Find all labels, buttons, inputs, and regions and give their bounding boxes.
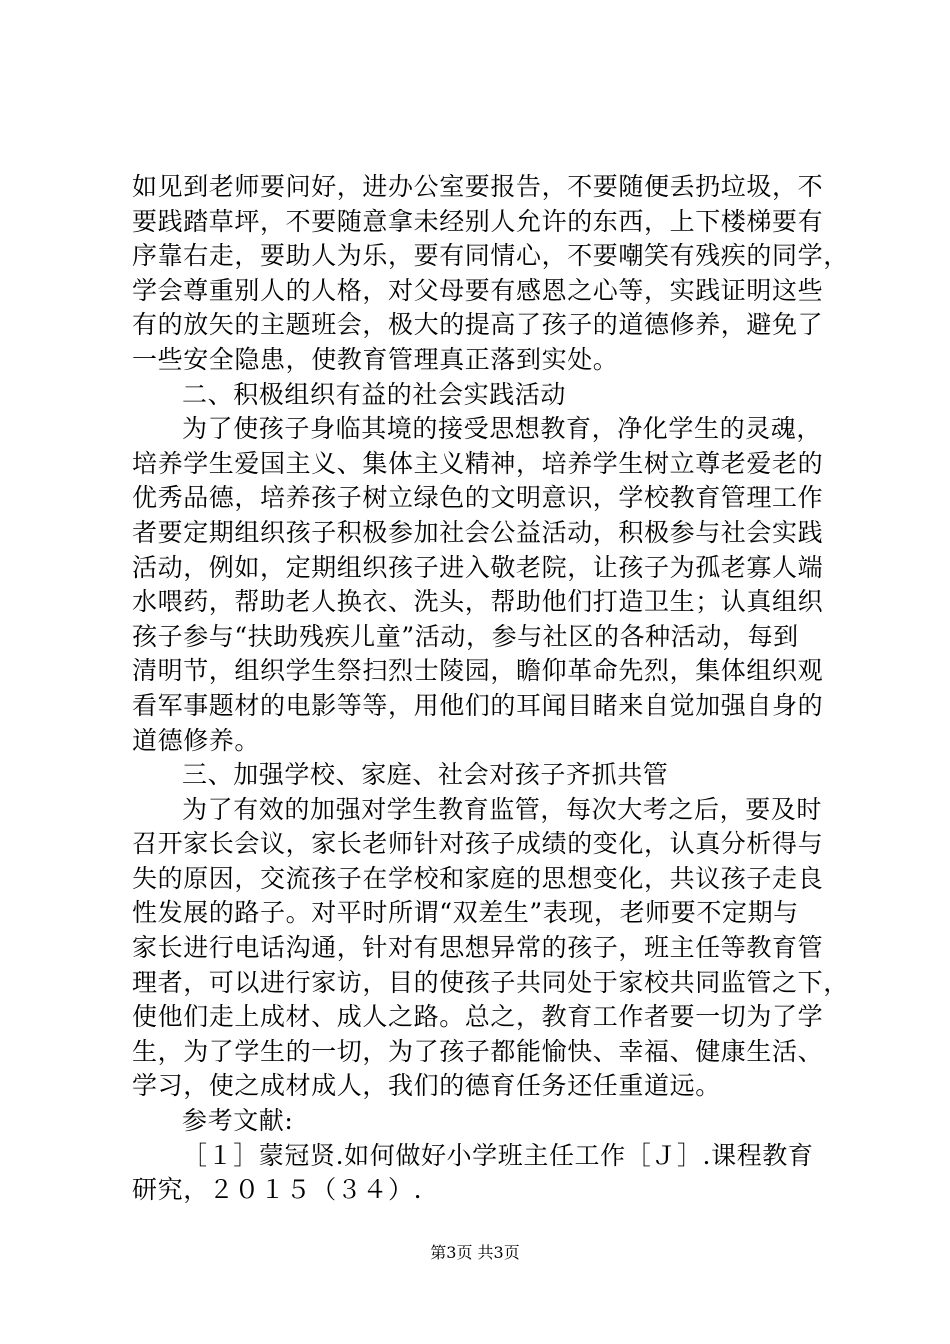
text-line: 清明节，组织学生祭扫烈士陵园，瞻仰革命先烈，集体组织观 bbox=[132, 656, 824, 686]
text-line: 者要定期组织孩子积极参加社会公益活动，积极参与社会实践 bbox=[132, 517, 824, 547]
text-line: 为了有效的加强对学生教育监管，每次大考之后，要及时 bbox=[182, 794, 823, 824]
text-line: 孩子参与“扶助残疾儿童”活动，参与社区的各种活动，每到 bbox=[132, 621, 799, 651]
text-line: 要践踏草坪，不要随意拿未经别人允许的东西，上下楼梯要有 bbox=[132, 206, 824, 236]
reference-entry-continued: 研究，２０１５（３４）. bbox=[132, 1175, 423, 1205]
text-line: 活动，例如，定期组织孩子进入敬老院，让孩子为孤老寡人端 bbox=[132, 552, 824, 582]
body-text bbox=[132, 170, 849, 1208]
text-line: 水喂药，帮助老人换衣、洗头，帮助他们打造卫生；认真组织 bbox=[132, 587, 824, 617]
text-line: 理者，可以进行家访，目的使孩子共同处于家校共同监管之下， bbox=[132, 967, 849, 997]
section-heading: 二、积极组织有益的社会实践活动 bbox=[182, 379, 567, 409]
text-line: 一些安全隐患，使教育管理真正落到实处。 bbox=[132, 344, 619, 374]
reference-entry: ［１］蒙冠贤.如何做好小学班主任工作［Ｊ］.课程教育 bbox=[182, 1140, 814, 1170]
text-line: 优秀品德，培养孩子树立绿色的文明意识，学校教育管理工作 bbox=[132, 483, 824, 513]
text-line: 培养学生爱国主义、集体主义精神，培养学生树立尊老爱老的 bbox=[132, 448, 824, 478]
text-line: 家长进行电话沟通，针对有思想异常的孩子，班主任等教育管 bbox=[132, 933, 824, 963]
text-line: 为了使孩子身临其境的接受思想教育，净化学生的灵魂， bbox=[182, 414, 823, 444]
page-number-footer: 第3页 共3页 bbox=[430, 1243, 520, 1262]
text-line: 看军事题材的电影等等，用他们的耳闻目睹来自觉加强自身的 bbox=[132, 690, 824, 720]
text-line: 如见到老师要问好，进办公室要报告，不要随便丢扔垃圾，不 bbox=[132, 172, 824, 201]
text-line: 有的放矢的主题班会，极大的提高了孩子的道德修养，避免了 bbox=[132, 310, 824, 340]
text-line: 学习，使之成材成人，我们的德育任务还任重道远。 bbox=[132, 1071, 721, 1101]
section-heading: 三、加强学校、家庭、社会对孩子齐抓共管 bbox=[182, 760, 669, 790]
text-line: 召开家长会议，家长老师针对孩子成绩的变化，认真分析得与 bbox=[132, 829, 824, 859]
references-heading: 参考文献: bbox=[182, 1106, 294, 1136]
text-line: 序靠右走，要助人为乐，要有同情心，不要嘲笑有残疾的同学， bbox=[132, 241, 849, 271]
text-line: 学会尊重别人的人格，对父母要有感恩之心等，实践证明这些 bbox=[132, 275, 824, 305]
text-line: 性发展的路子。对平时所谓“双差生”表现，老师要不定期与 bbox=[132, 898, 799, 928]
text-line: 使他们走上成材、成人之路。总之，教育工作者要一切为了学 bbox=[132, 1002, 824, 1032]
text-line: 生，为了学生的一切，为了孩子都能愉快、幸福、健康生活、 bbox=[132, 1036, 824, 1066]
text-line: 道德修养。 bbox=[132, 725, 261, 755]
text-line: 失的原因，交流孩子在学校和家庭的思想变化，共议孩子走良 bbox=[132, 863, 824, 893]
